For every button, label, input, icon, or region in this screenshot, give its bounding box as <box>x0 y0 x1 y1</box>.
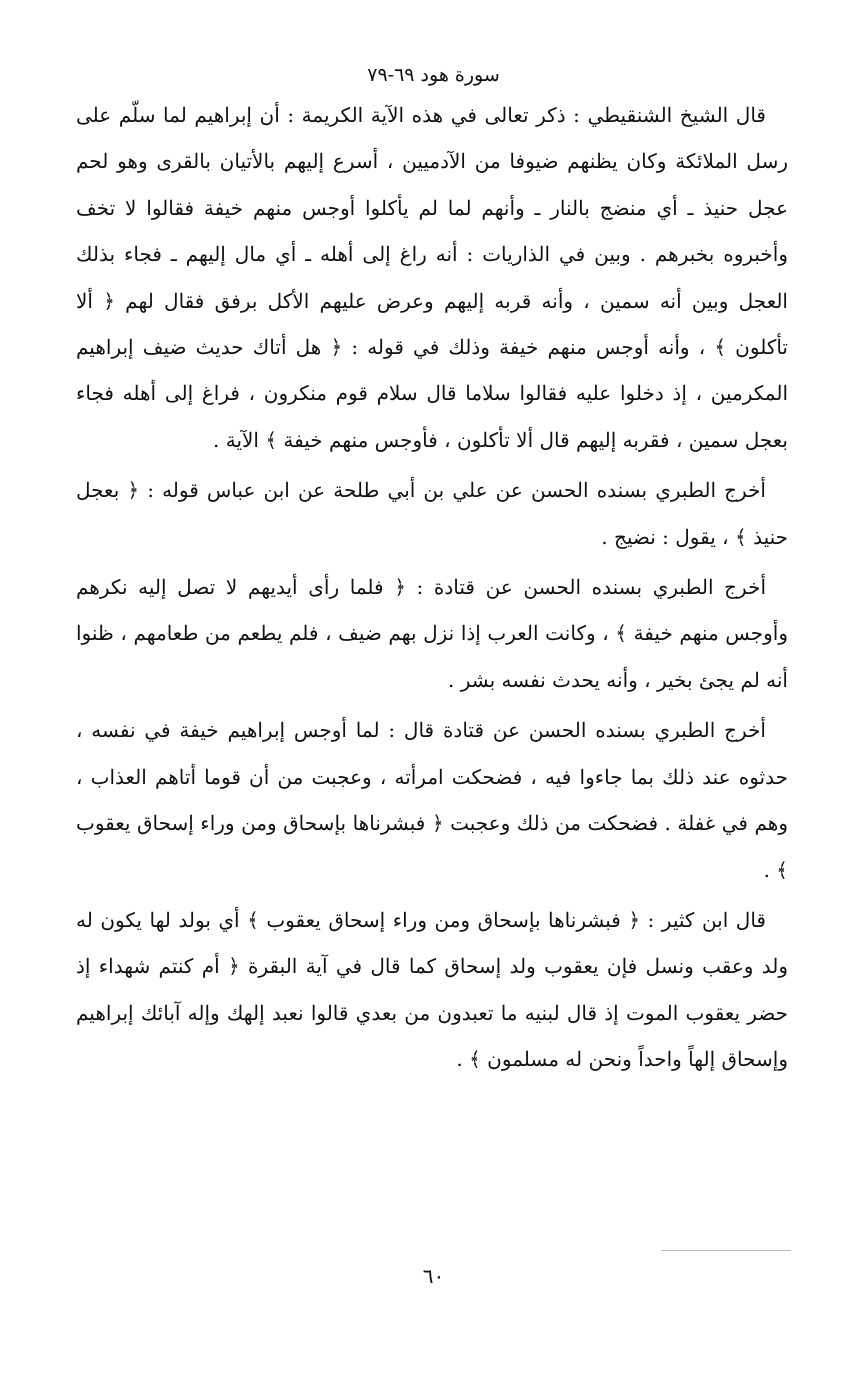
main-text <box>76 92 788 1083</box>
footnote-divider <box>661 1250 791 1251</box>
page-number: ٦٠ <box>422 1264 445 1288</box>
running-header: سورة هود ٦٩-٧٩ <box>367 64 500 86</box>
paragraph-shanqiti: قال الشيخ الشنقيطي : ذكر تعالى في هذه الآية الكريمة : أن إبراهيم لما سلّم على رسل الملائكة وكان يظنهم ضيوفا من الآدميين ، أسرع إليهم بالأتيان بالقرى وهو لحم عجل حنيذ ـ أي منضج بالنار ـ وأنهم لما لم يأكلوا أوجس منهم خيفة فقالوا لا تخف وأخبروه بخبرهم . وبين في الذاريات : أنه راغ إلى أهله ـ أي مال إليهم ـ فجاء بذلك العجل وبين أنه سمين ، وأنه قربه إليهم وعرض عليهم الأكل برفق فقال لهم ﴿ ألا تأكلون ﴾ ، وأنه أوجس منهم خيفة وذلك في قوله : ﴿ هل أتاك حديث ضيف إبراهيم المكرمين ، إذ دخلوا عليه فقالوا سلاما قال سلام قوم منكرون ، فراغ إلى أهله فجاء بعجل سمين ، فقربه إليهم قال ألا تأكلون ، فأوجس منهم خيفة ﴾ الآية . <box>76 103 789 452</box>
paragraph-tabari-qatada-2: أخرج الطبري بسنده الحسن عن قتادة قال : لما أوجس إبراهيم خيفة في نفسه ، حدثوه عند ذلك بما جاءوا فيه ، فضحكت امرأته ، وعجبت من أن قوما أتاهم العذاب ، وهم في غفلة . فضحكت من ذلك وعجبت ﴿ فبشرناها بإسحاق ومن وراء إسحاق يعقوب ﴾ . <box>76 718 788 882</box>
paragraph-tabari-qatada-1: أخرج الطبري بسنده الحسن عن قتادة : ﴿ فلما رأى أيديهم لا تصل إليه نكرهم وأوجس منهم خيفة ﴾ ، وكانت العرب إذا نزل بهم ضيف ، فلم يطعم من طعامهم ، ظنوا أنه لم يجئ بخير ، وأنه يحدث نفسه بشر . <box>76 575 788 692</box>
paragraph-ibn-kathir: قال ابن كثير : ﴿ فبشرناها بإسحاق ومن وراء إسحاق يعقوب ﴾ أي بولد لها يكون له ولد وعقب ونسل فإن يعقوب ولد إسحاق كما قال في آية البقرة ﴿ أم كنتم شهداء إذ حضر يعقوب الموت إذ قال لبنيه ما تعبدون من بعدي قالوا نعبد إلهك وإله آبائك إبراهيم وإسحاق إلهاً واحداً ونحن له مسلمون ﴾ . <box>76 907 788 1072</box>
paragraph-tabari-ibn-abbas: أخرج الطبري بسنده الحسن عن علي بن أبي طلحة عن ابن عباس قوله : ﴿ بعجل حنيذ ﴾ ، يقول : نضيج . <box>76 478 788 549</box>
